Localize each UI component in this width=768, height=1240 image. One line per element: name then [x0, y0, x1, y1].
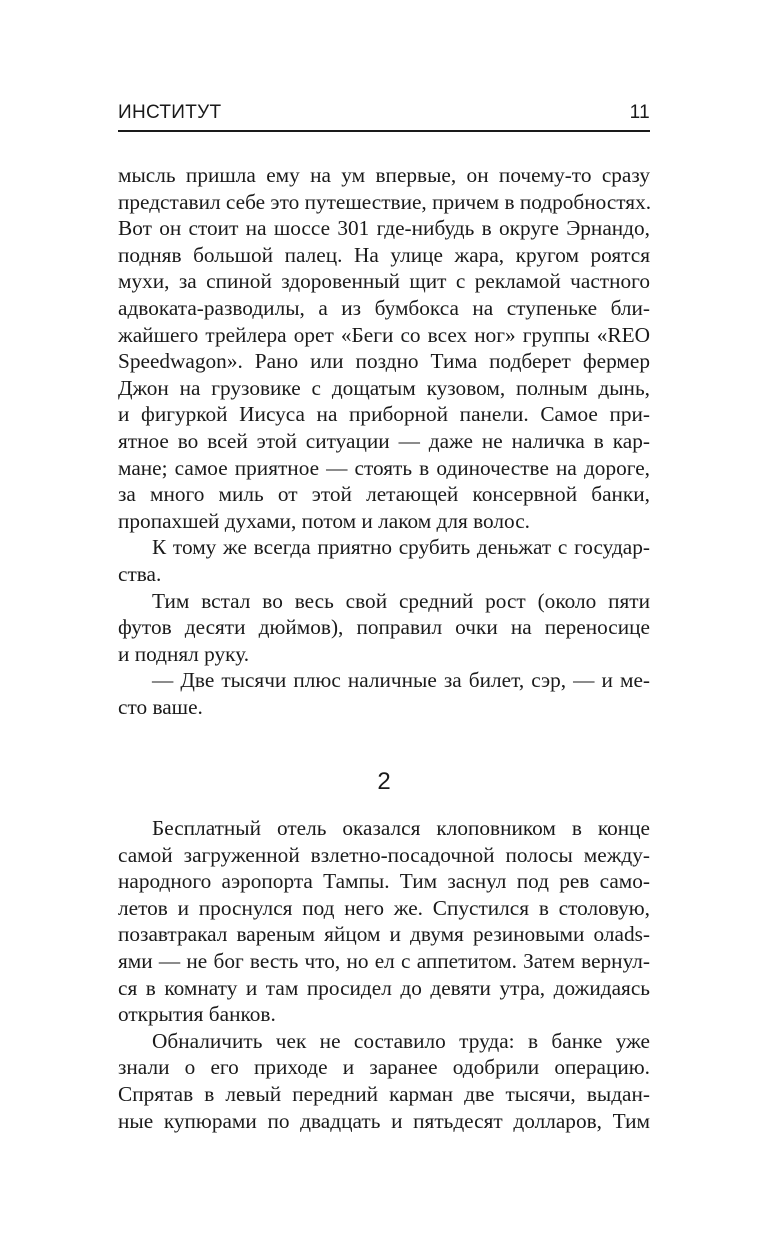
text-line: адвоката-разводилы, а из бумбокса на ступеньке бли-	[118, 295, 650, 320]
text-line: футов десяти дюймов), поправил очки на переносице	[118, 615, 650, 640]
text-line: пропахшей духами, потом и лаком для волос.	[118, 508, 530, 533]
text-line: ятное во всей этой ситуации — даже не наличка в кар-	[118, 428, 650, 453]
running-header	[118, 100, 650, 132]
text-line: открытия банков.	[118, 1002, 276, 1027]
text-line: позавтракал вареным яйцом и двумя резиновыми олads-	[118, 922, 650, 947]
page-number: 11	[629, 102, 650, 123]
text-line: мухи, за спиной здоровенный щит с рекламой частного	[118, 269, 650, 294]
text-block-1	[118, 162, 650, 720]
text-line: Вот он стоит на шоссе 301 где-нибудь в округе Эрнандо,	[118, 216, 650, 241]
book-title: ИНСТИТУТ	[118, 102, 222, 123]
text-line: мысль пришла ему на ум впервые, он почему-то сразу	[118, 163, 650, 187]
text-line: самой загруженной взлетно-посадочной полосы между-	[118, 842, 650, 867]
text-line: Обналичить чек не составило труда: в банке уже	[152, 1028, 650, 1053]
text-line: летов и проснулся под него же. Спустился в столовую,	[118, 895, 650, 920]
text-line: Тим встал во весь свой средний рост (около пяти	[152, 588, 650, 613]
text-line: знали о его приходе и заранее одобрили операцию.	[118, 1055, 650, 1080]
text-line: подняв большой палец. На улице жара, кругом роятся	[118, 242, 650, 267]
text-line: — Две тысячи плюс наличные за билет, сэр, — и ме-	[152, 668, 650, 693]
text-line: сто ваше.	[118, 694, 203, 719]
text-line: Спрятав в левый передний карман две тысячи, выдан-	[118, 1081, 650, 1106]
text-line: ями — не бог весть что, но ел с аппетитом. Затем вернул-	[118, 948, 650, 973]
text-line: ства.	[118, 561, 162, 586]
text-line: К тому же всегда приятно срубить деньжат с государ-	[152, 535, 650, 560]
text-line: Speedwagon». Рано или поздно Тима подберет фермер	[118, 349, 650, 374]
text-line: и поднял руку.	[118, 641, 250, 666]
text-line: народного аэропорта Тампы. Тим заснул под рев само-	[118, 869, 650, 894]
text-line: жайшего трейлера орет «Беги со всех ног» группы «REO	[118, 322, 650, 347]
text-line: ные купюрами по двадцать и пятьдесят долларов, Тим	[118, 1108, 650, 1133]
text-line: ся в комнату и там просидел до девяти утра, дожидаясь	[118, 975, 650, 1000]
text-block-2	[118, 815, 650, 1134]
text-line: Джон на грузовике с дощатым кузовом, полным дынь,	[118, 375, 650, 400]
text-line: мане; самое приятное — стоять в одиночестве на дороге,	[118, 455, 650, 480]
text-line: за много миль от этой летающей консервной банки,	[118, 482, 650, 507]
chapter-number: 2	[377, 768, 391, 795]
text-line: и фигуркой Иисуса на приборной панели. Самое при-	[118, 402, 650, 427]
text-line: Бесплатный отель оказался клоповником в конце	[152, 816, 650, 840]
text-line: представил себе это путешествие, причем в подробностях.	[118, 189, 652, 214]
